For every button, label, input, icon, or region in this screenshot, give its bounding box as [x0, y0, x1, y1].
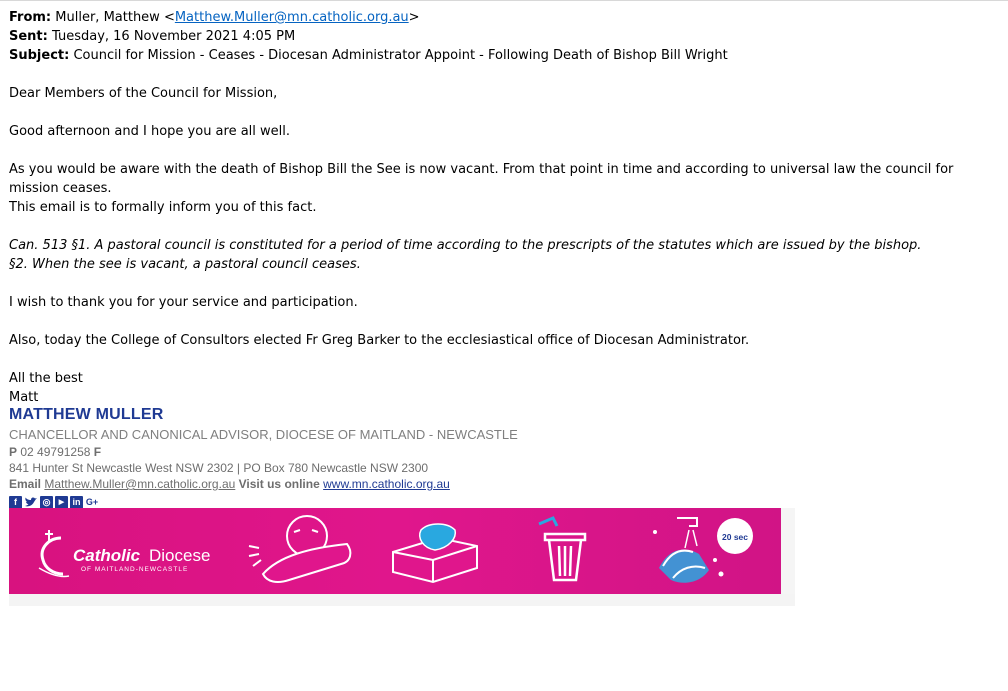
signature-email-link[interactable]: Matthew.Muller@mn.catholic.org.au — [44, 477, 236, 491]
website-link[interactable]: www.mn.catholic.org.au — [323, 477, 450, 491]
social-links — [9, 495, 809, 509]
paragraph-3: I wish to thank you for your service and participation. — [9, 295, 358, 310]
instagram-icon[interactable]: ◎ — [40, 496, 53, 509]
subject-label: Subject: — [9, 48, 70, 63]
canon-line-2: §2. When the see is vacant, a pastoral council ceases. — [9, 257, 361, 272]
banner-graphic — [9, 508, 799, 606]
phone-value: 02 49791258 — [20, 445, 91, 459]
googleplus-icon[interactable]: G+ — [85, 496, 99, 507]
from-name: Muller, Matthew < — [55, 10, 175, 25]
paragraph-2-line-2: This email is to formally inform you of this fact. — [9, 200, 317, 215]
signature-contact — [9, 476, 809, 492]
from-label: From: — [9, 10, 52, 25]
closing-line-1: All the best — [9, 371, 83, 386]
from-line — [9, 8, 999, 27]
sent-label: Sent: — [9, 29, 48, 44]
paragraph-2-line-1: As you would be aware with the death of Bishop Bill the See is now vacant. From that point in time and according to universal law the council for mission ceases. — [9, 162, 954, 196]
signature-title: CHANCELLOR AND CANONICAL ADVISOR, DIOCESE OF MAITLAND - NEWCASTLE — [9, 427, 518, 442]
email-signature — [9, 405, 809, 509]
logo-text-catholic: Catholic — [73, 546, 141, 565]
facebook-icon[interactable]: f — [9, 496, 22, 509]
sent-value: Tuesday, 16 November 2021 4:05 PM — [52, 29, 296, 44]
fax-label: F — [93, 445, 102, 459]
twenty-second-badge — [717, 518, 753, 554]
email-label: Email — [9, 477, 42, 491]
signature-address: 841 Hunter St Newcastle West NSW 2302 | PO Box 780 Newcastle NSW 2300 — [9, 461, 429, 475]
signature-phone — [9, 444, 809, 460]
paragraph-1: Good afternoon and I hope you are all well. — [9, 124, 291, 139]
timer-label: 20 sec — [722, 532, 748, 542]
logo-subtitle: OF MAITLAND-NEWCASTLE — [81, 566, 189, 573]
canon-line-1: Can. 513 §1. A pastoral council is constituted for a period of time according to the prescripts of the statutes which are issued by the bishop. — [9, 238, 922, 253]
logo-text-diocese: Diocese — [149, 546, 211, 565]
sent-line — [9, 27, 999, 46]
greeting: Dear Members of the Council for Mission, — [9, 86, 278, 101]
phone-label: P — [9, 445, 18, 459]
youtube-icon[interactable]: ▶ — [55, 496, 68, 509]
closing-line-2: Matt — [9, 390, 39, 405]
diocese-hygiene-banner — [9, 508, 799, 606]
from-close: > — [408, 10, 420, 25]
email-message — [9, 8, 999, 407]
signature-name: MATTHEW MULLER — [9, 406, 164, 423]
linkedin-icon[interactable]: in — [70, 496, 83, 509]
twitter-icon[interactable] — [24, 496, 38, 509]
subject-line — [9, 46, 999, 65]
top-divider — [0, 0, 1008, 1]
web-label: Visit us online — [238, 477, 320, 491]
paragraph-4: Also, today the College of Consultors elected Fr Greg Barker to the ecclesiastical office of Diocesan Administrator. — [9, 333, 750, 348]
subject-value: Council for Mission - Ceases - Diocesan Administrator Appoint - Following Death of Bishop Bill Wright — [73, 48, 728, 63]
from-email-link[interactable]: Matthew.Muller@mn.catholic.org.au — [174, 10, 409, 25]
